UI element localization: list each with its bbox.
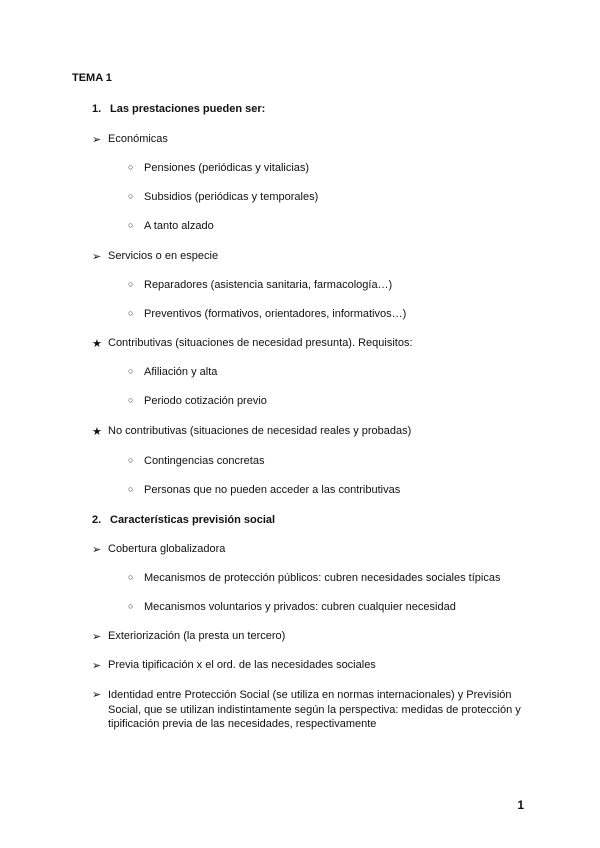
circle-bullet-icon: ○	[128, 191, 134, 201]
list-item-text: Pensiones (periódicas y vitalicias)	[144, 162, 310, 174]
list-item-text: Previa tipificación x el ord. de las necesidades sociales	[108, 659, 376, 671]
page-number: 1	[517, 798, 524, 812]
list-item-text: Identidad entre Protección Social (se utiliza en normas internacionales) y Previsión Social, que se utilizan indistintamente según la perspectiva: medidas de protección y tipificación previa de las necesidades, respectivamente	[108, 689, 521, 730]
list-item-text: Periodo cotización previo	[144, 395, 267, 407]
circle-bullet-icon: ○	[128, 455, 134, 465]
list-item-text: Subsidios (periódicas y temporales)	[144, 191, 319, 203]
list-item-text: Personas que no pueden acceder a las contributivas	[144, 484, 401, 496]
arrow-bullet-icon: ➢	[92, 251, 102, 263]
section-number: 2.	[92, 514, 102, 526]
list-item-text: Contingencias concretas	[144, 455, 265, 467]
list-item-text: Servicios o en especie	[108, 250, 219, 262]
list-item-text: Afiliación y alta	[144, 366, 218, 378]
list-item-text: Mecanismos voluntarios y privados: cubren cualquier necesidad	[144, 601, 456, 613]
circle-bullet-icon: ○	[128, 308, 134, 318]
circle-bullet-icon: ○	[128, 366, 134, 376]
list-item-text: Cobertura globalizadora	[108, 543, 226, 555]
section-title: Características previsión social	[110, 514, 276, 526]
document-title: TEMA 1	[72, 72, 112, 84]
list-item-text: A tanto alzado	[144, 220, 214, 232]
arrow-bullet-icon: ➢	[92, 544, 102, 556]
arrow-bullet-icon: ➢	[92, 631, 102, 643]
list-item-text: Económicas	[108, 133, 168, 145]
circle-bullet-icon: ○	[128, 220, 134, 230]
list-item-text: Contributivas (situaciones de necesidad presunta). Requisitos:	[108, 337, 413, 349]
list-item-text: Exteriorización (la presta un tercero)	[108, 630, 286, 642]
arrow-bullet-icon: ➢	[92, 134, 102, 146]
list-item-text: Mecanismos de protección públicos: cubren necesidades sociales típicas	[144, 572, 501, 584]
circle-bullet-icon: ○	[128, 395, 134, 405]
section-number: 1.	[92, 103, 102, 115]
star-bullet-icon: ★	[92, 338, 102, 350]
circle-bullet-icon: ○	[128, 572, 134, 582]
circle-bullet-icon: ○	[128, 162, 134, 172]
section-title: Las prestaciones pueden ser:	[110, 103, 266, 115]
list-item-text: No contributivas (situaciones de necesidad reales y probadas)	[108, 425, 412, 437]
arrow-bullet-icon: ➢	[92, 689, 102, 701]
circle-bullet-icon: ○	[128, 601, 134, 611]
circle-bullet-icon: ○	[128, 279, 134, 289]
star-bullet-icon: ★	[92, 426, 102, 438]
list-item-text: Reparadores (asistencia sanitaria, farmacología…)	[144, 279, 393, 291]
list-item-text: Preventivos (formativos, orientadores, informativos…)	[144, 308, 407, 320]
circle-bullet-icon: ○	[128, 484, 134, 494]
arrow-bullet-icon: ➢	[92, 660, 102, 672]
